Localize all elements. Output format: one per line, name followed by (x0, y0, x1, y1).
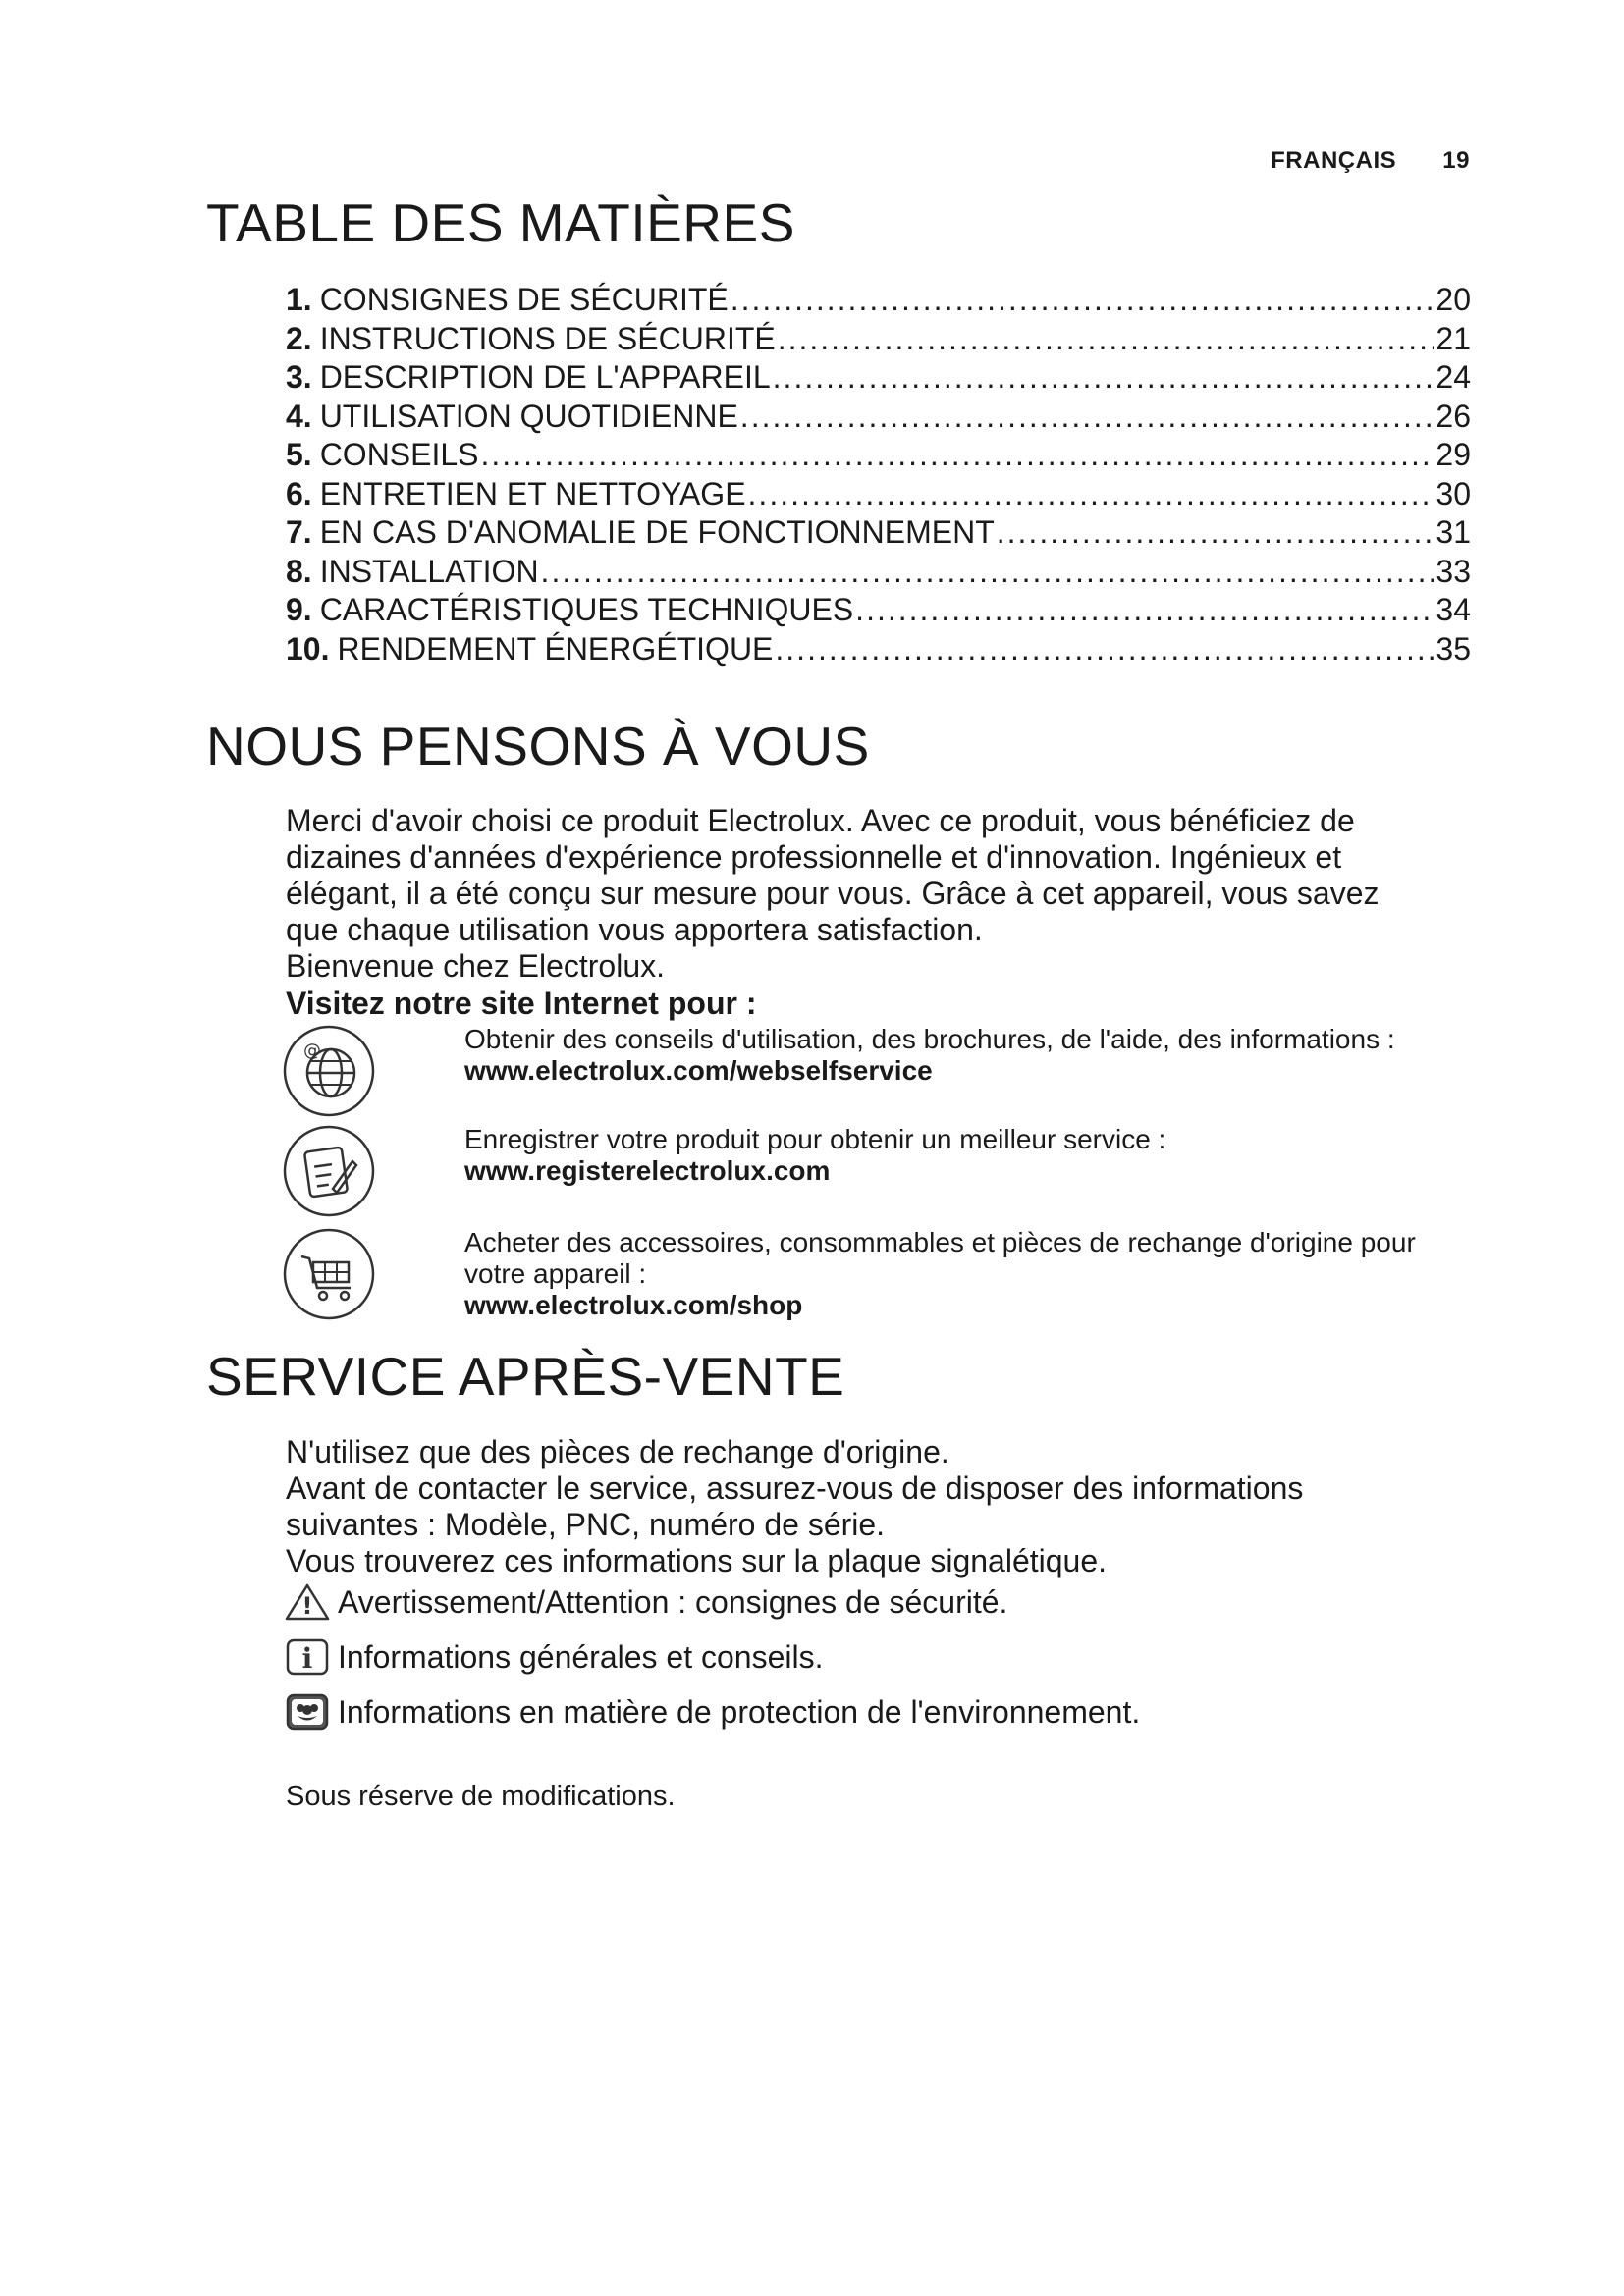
toc-item-page: 26 (1435, 398, 1471, 434)
sav-paragraph (286, 1434, 1493, 1579)
toc-item[interactable] (286, 358, 1471, 398)
toc-item-label: RENDEMENT ÉNERGÉTIQUE (337, 630, 774, 667)
service-url[interactable]: www.registerelectrolux.com (464, 1155, 831, 1186)
toc-item[interactable] (286, 398, 1471, 437)
toc-item-number: 6. (286, 475, 312, 511)
info-icon (285, 1637, 330, 1677)
service-description: Obtenir des conseils d'utilisation, des brochures, de l'aide, des informations : (464, 1024, 1395, 1054)
toc-item[interactable] (286, 475, 1471, 514)
sav-line: N'utilisez que des pièces de rechange d'origine. (286, 1434, 949, 1469)
toc-item-number: 3. (286, 359, 312, 395)
legend-info (285, 1637, 823, 1677)
service-description: votre appareil : (464, 1258, 647, 1289)
toc-item-number: 4. (286, 398, 312, 434)
toc-leader (541, 553, 1435, 592)
toc-item-label: ENTRETIEN ET NETTOYAGE (319, 475, 746, 511)
toc-leader (997, 513, 1435, 553)
service-description: Acheter des accessoires, consommables et pièces de rechange d'origine pour (464, 1227, 1416, 1257)
toc-item-page: 35 (1435, 630, 1471, 667)
toc-item[interactable] (286, 630, 1471, 669)
toc-leader (731, 281, 1435, 320)
header-language: FRANÇAIS (1271, 147, 1397, 174)
intro-line: Merci d'avoir choisi ce produit Electrolux. Avec ce produit, vous bénéficiez de (286, 803, 1355, 838)
toc-item[interactable] (286, 591, 1471, 630)
toc-item-number: 1. (286, 282, 312, 317)
header-page-number: 19 (1442, 147, 1470, 174)
toc-item-page: 34 (1435, 592, 1471, 627)
toc-item-label: UTILISATION QUOTIDIENNE (319, 398, 738, 434)
toc-leader (773, 358, 1435, 398)
intro-line: dizaines d'années d'expérience professionnelle et d'innovation. Ingénieux et (286, 839, 1342, 875)
visit-heading: Visitez notre site Internet pour : (286, 986, 757, 1021)
intro-line: que chaque utilisation vous apportera satisfaction. (286, 912, 983, 947)
toc-item-page: 30 (1435, 475, 1471, 511)
section-title-nous: NOUS PENSONS À VOUS (206, 716, 870, 776)
toc-item[interactable] (286, 320, 1471, 359)
warning-icon (285, 1582, 330, 1622)
toc-leader (481, 436, 1435, 475)
toc-item[interactable] (286, 281, 1471, 320)
legend-warning (285, 1582, 1007, 1622)
legend-text: Informations en matière de protection de l'environnement. (338, 1694, 1141, 1730)
toc-item-page: 21 (1435, 320, 1471, 356)
table-of-contents (286, 281, 1471, 668)
toc-item-label: CONSIGNES DE SÉCURITÉ (319, 282, 729, 317)
toc-item-page: 20 (1435, 282, 1471, 317)
sav-line: Vous trouverez ces informations sur la plaque signalétique. (286, 1543, 1108, 1578)
legend-environment (285, 1692, 1140, 1732)
toc-leader (748, 475, 1435, 514)
sav-line: Avant de contacter le service, assurez-vous de disposer des informations (286, 1470, 1304, 1506)
toc-leader (778, 320, 1435, 359)
toc-item-number: 9. (286, 592, 312, 627)
section-title-sav: SERVICE APRÈS-VENTE (206, 1346, 845, 1407)
toc-leader (855, 591, 1434, 630)
service-url[interactable]: www.electrolux.com/webselfservice (464, 1055, 933, 1086)
toc-item-label: CARACTÉRISTIQUES TECHNIQUES (319, 592, 854, 627)
toc-item[interactable] (286, 513, 1471, 553)
intro-line: élégant, il a été conçu sur mesure pour vous. Grâce à cet appareil, vous savez (286, 876, 1380, 911)
toc-item-number: 7. (286, 514, 312, 550)
service-url[interactable]: www.electrolux.com/shop (464, 1290, 803, 1320)
toc-item-number: 8. (286, 553, 312, 589)
toc-item-number: 10. (286, 630, 330, 667)
toc-item-label: INSTALLATION (319, 553, 539, 589)
svg-text:@: @ (303, 1041, 321, 1061)
toc-item-page: 33 (1435, 553, 1471, 589)
globe-icon (282, 1024, 376, 1118)
toc-leader (740, 398, 1435, 437)
footer-note: Sous réserve de modifications. (286, 1781, 676, 1812)
toc-item-number: 5. (286, 437, 312, 472)
toc-item[interactable] (286, 553, 1471, 592)
environment-icon (285, 1692, 330, 1732)
service-description: Enregistrer votre produit pour obtenir un meilleur service : (464, 1124, 1166, 1154)
sav-line: suivantes : Modèle, PNC, numéro de série. (286, 1507, 886, 1542)
toc-item-label: CONSEILS (319, 437, 479, 472)
page-header (1271, 147, 1470, 175)
toc-item-label: EN CAS D'ANOMALIE DE FONCTIONNEMENT (319, 514, 995, 550)
intro-paragraph (286, 803, 1493, 985)
toc-leader (775, 630, 1434, 669)
intro-line: Bienvenue chez Electrolux. (286, 948, 665, 984)
toc-item-label: INSTRUCTIONS DE SÉCURITÉ (319, 320, 776, 356)
toc-item-number: 2. (286, 320, 312, 356)
cart-icon (282, 1227, 376, 1321)
register-icon (282, 1124, 376, 1218)
svg-text:!: ! (301, 1592, 313, 1620)
legend-text: Informations générales et conseils. (338, 1639, 824, 1675)
svg-text:i: i (301, 1642, 313, 1675)
toc-item-page: 31 (1435, 514, 1471, 550)
toc-item-label: DESCRIPTION DE L'APPAREIL (319, 359, 771, 395)
toc-item-page: 24 (1435, 359, 1471, 395)
legend-text: Avertissement/Attention : consignes de sécurité. (338, 1584, 1008, 1620)
toc-item-page: 29 (1435, 437, 1471, 472)
toc-title: TABLE DES MATIÈRES (206, 192, 795, 253)
toc-item[interactable] (286, 436, 1471, 475)
